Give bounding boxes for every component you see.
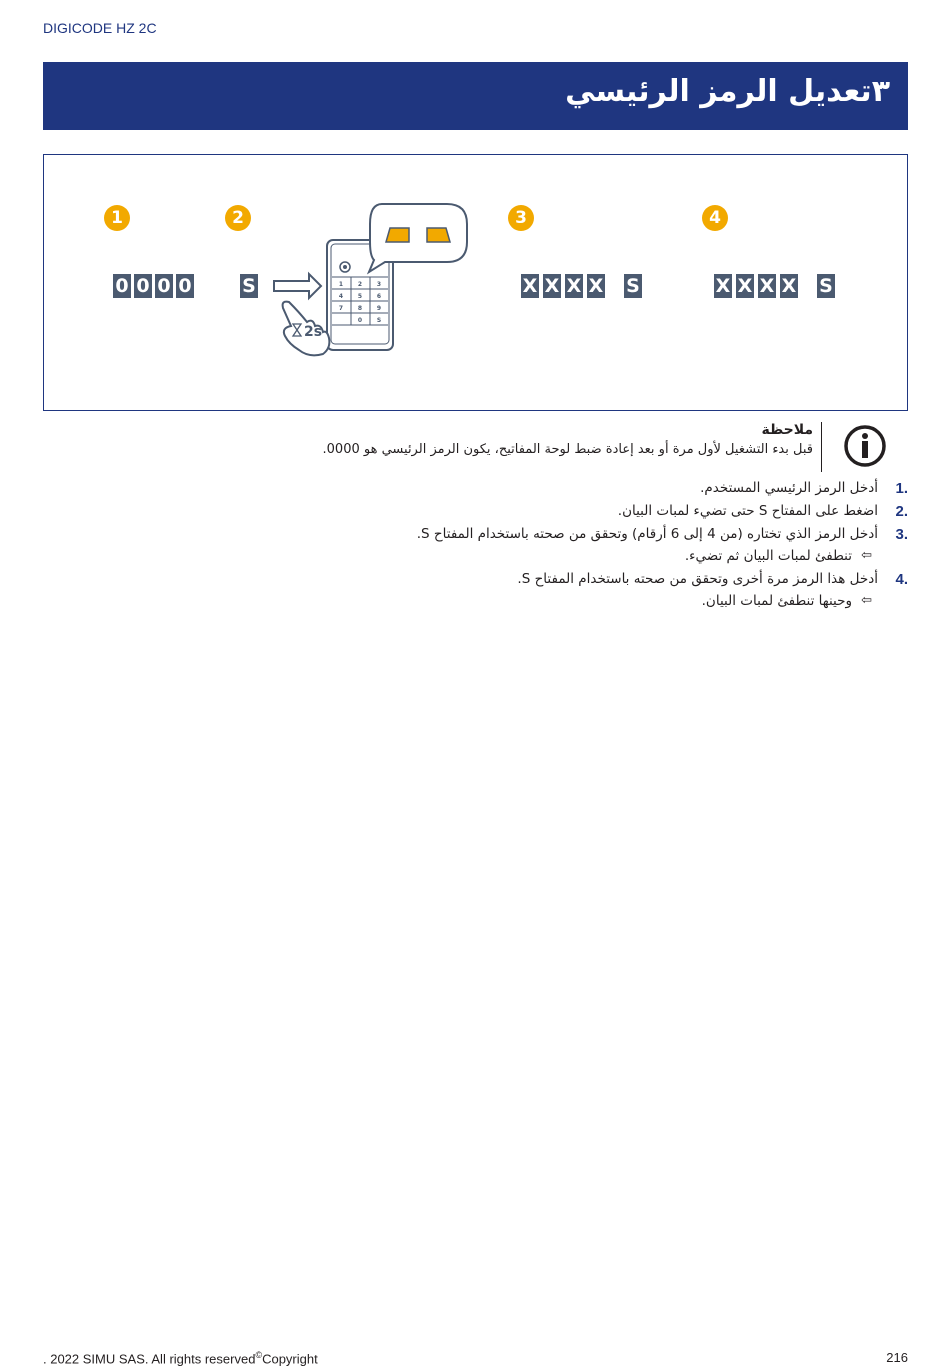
hold-time-label: 2s [304, 324, 323, 340]
note-text: قبل بدء التشغيل لأول مرة أو بعد إعادة ضبط لوحة المفاتيح، يكون الرمز الرئيسي هو 0000. [322, 442, 813, 457]
step-number: 2. [895, 503, 908, 520]
key-x: X [566, 275, 582, 297]
list-item-result [43, 546, 908, 568]
keypad-key: 2 [357, 281, 363, 288]
keypad-key: 8 [357, 305, 363, 312]
arrow-right-icon [274, 274, 321, 298]
info-note [43, 418, 908, 478]
list-item [43, 524, 908, 546]
keypad-key: 0 [357, 317, 363, 324]
step-badge-1: 1 [104, 205, 130, 231]
step-badge-4: 4 [702, 205, 728, 231]
result-text: وحينها تنطفئ لمبات البيان. [701, 593, 852, 609]
led-icon [386, 228, 409, 242]
keypad-key: 4 [338, 293, 344, 300]
key-x: X [588, 275, 604, 297]
step-text: أدخل الرمز الرئيسي المستخدم. [700, 480, 878, 496]
key-x: X [737, 275, 753, 297]
copyright [43, 1350, 318, 1366]
title-bar [43, 62, 908, 130]
step-text: أدخل هذا الرمز مرة أخرى وتحقق من صحته باستخدام المفتاح S. [517, 571, 878, 587]
list-item [43, 501, 908, 523]
key-s: S [624, 274, 642, 298]
key-0: 0 [113, 274, 131, 298]
copyright-symbol: © [255, 1350, 263, 1360]
instruction-figure [43, 154, 908, 411]
doc-id: DIGICODE HZ 2C [43, 20, 157, 36]
step-number: 4. [895, 571, 908, 588]
keypad-key: 3 [376, 281, 382, 288]
key-0: 0 [176, 274, 194, 298]
result-arrow-icon: ⇦ [861, 593, 872, 608]
speech-bubble [369, 204, 467, 272]
page-title: ٣تعديل الرمز الرئيسي [565, 74, 890, 109]
list-item-result [43, 591, 908, 613]
led-icon [427, 228, 450, 242]
step-text: اضغط على المفتاح S حتى تضيء لمبات البيان. [617, 503, 878, 519]
page-number: 216 [886, 1350, 908, 1365]
company-text: . 2022 SIMU SAS. All rights reserved [43, 1351, 256, 1367]
step-badge-3: 3 [508, 205, 534, 231]
key-0: 0 [134, 274, 152, 298]
result-arrow-icon: ⇦ [861, 548, 872, 563]
keypad-key: 1 [338, 281, 344, 288]
step-number: 3. [895, 526, 908, 543]
result-text: تنطفئ لمبات البيان ثم تضيء. [684, 548, 852, 564]
key-s: S [240, 274, 258, 298]
note-divider [821, 422, 822, 472]
list-item [43, 478, 908, 500]
key-s: S [817, 274, 835, 298]
key-x: X [522, 275, 538, 297]
copyright-word: Copyright [262, 1351, 318, 1367]
key-x: X [759, 275, 775, 297]
keypad-key: 6 [376, 293, 382, 300]
keypad-key: 5 [357, 293, 363, 300]
step-number: 1. [895, 480, 908, 497]
info-icon [843, 424, 887, 468]
key-x: X [544, 275, 560, 297]
keypad-key: 9 [376, 305, 382, 312]
keypad-key: S [376, 317, 382, 324]
step-badge-2: 2 [225, 205, 251, 231]
step-text: أدخل الرمز الذي تختاره (من 4 إلى 6 أرقام) وتحقق من صحته باستخدام المفتاح S. [416, 526, 878, 542]
key-x: X [781, 275, 797, 297]
keypad-illustration [269, 200, 509, 360]
note-title: ملاحظة [761, 422, 813, 438]
key-x: X [715, 275, 731, 297]
key-0: 0 [155, 274, 173, 298]
keypad-key: 7 [338, 305, 344, 312]
list-item [43, 569, 908, 591]
